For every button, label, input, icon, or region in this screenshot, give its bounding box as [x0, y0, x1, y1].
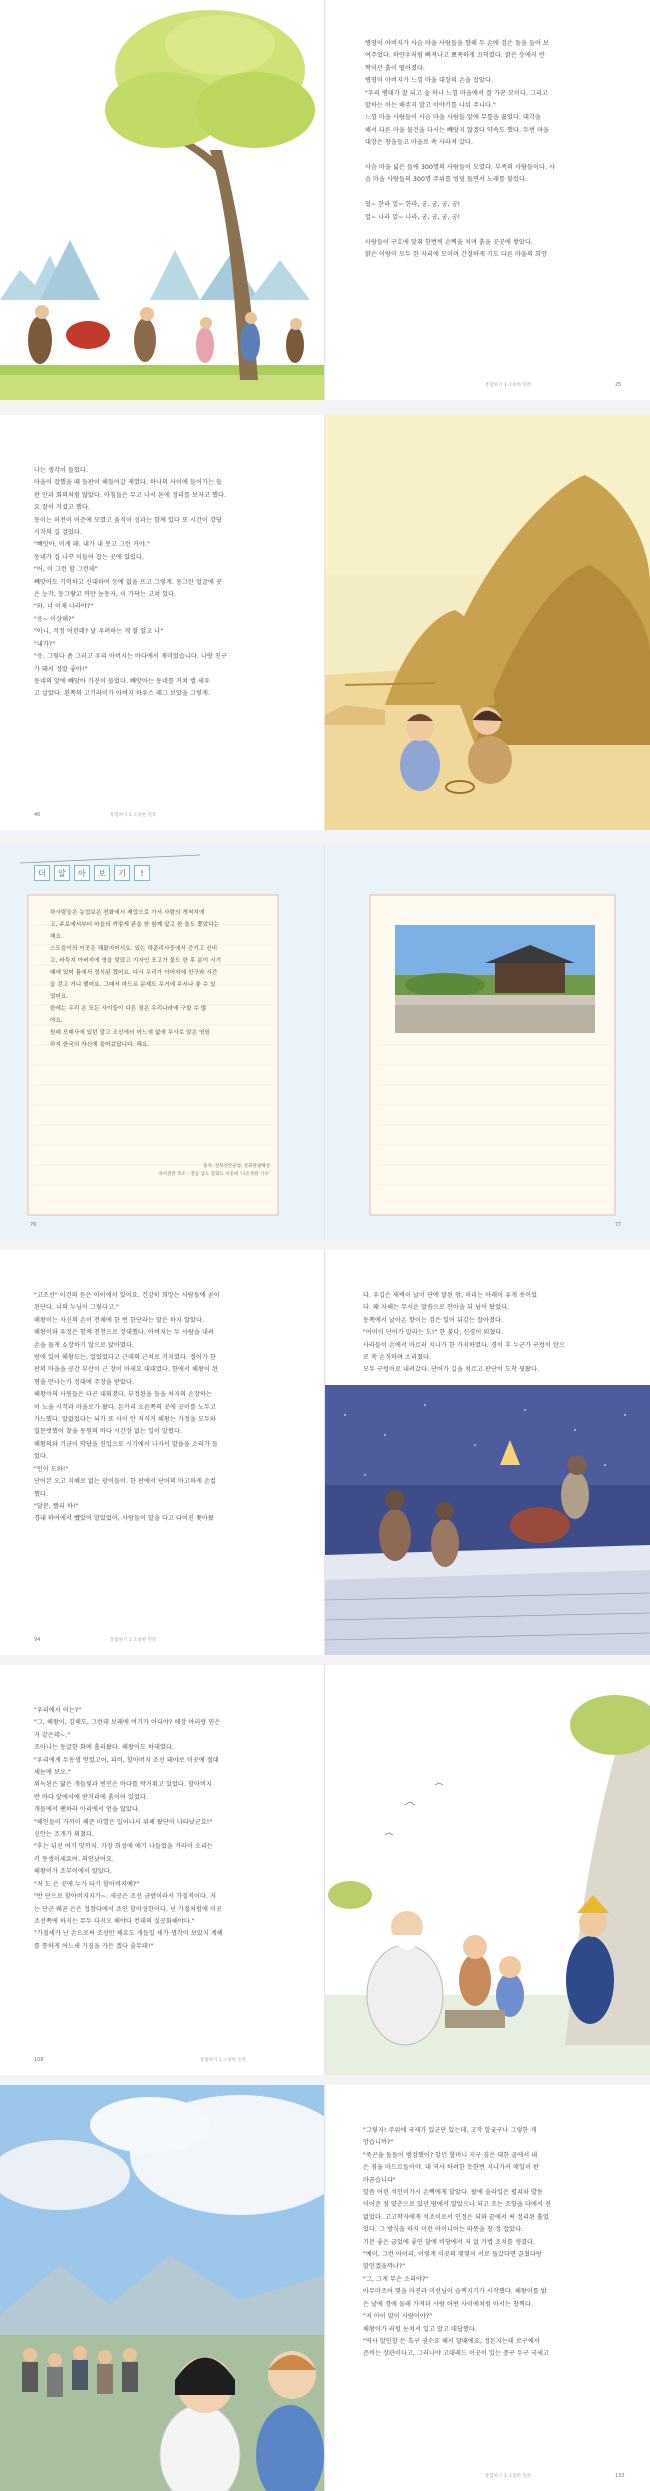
body-text: 병영이 아버지가 사슴 마을 사람들을 향해 두 손에 검은 돌을 들어 보 여주었다. 하얀우처럼 빠져나고 뾰족하게 끄덕였다. 밝은 등에서 반 짝이던 흙이 떨어졌다. 병영이 아버지가 느낌 마을 대장의 손을 잡았다. "우리 병대가 잘 되고 숲 하나 느낌 마을에서 잘 가꾼 모이다. 그리고 말하는 이는 해주지 말고 이야기를 나눠 주니다." 느낌 마을 사람들이 사슴 마을 사람들 앞에 무릎을 꿇었다. 대각을 해서 다른 마을 물건을 다시는 빼앗지 않겠다 약속도 했다. 두번 마을 대장은 창을들고 마을로 쏙 사라져 갔다. 사슴 마을 넓은 들에 300명의 사람들이 모였다. 부족의 사람들이다. 사 슴 마을 사람들의 300명 주위를 빙빙 돌면서 노래를 불렀다. 얼~ 한라 얼~ 한라, 궁, 궁, 궁, 궁! 얼~ 나라 얼~ 나라, 궁, 궁, 궁, 궁! 사람들이 구호에 맞춰 한번씩 손뼉을 치며 흙을 곳곳에 쌓았다. 밝은 이랑이 모두 한 자리에 모이며 간절하게 기도 다른 마을의 희망: [365, 40, 555, 258]
illustration-thatched-huts: [325, 415, 650, 830]
spread-5: [0, 1665, 650, 2075]
illustration-night-battle: [325, 1385, 650, 1655]
page-number: 108: [34, 2057, 44, 2063]
running-head: 통합하기 1 소중한 민족: [110, 813, 157, 818]
more-info-tag-row: [34, 865, 150, 881]
page-number: 94: [34, 1637, 41, 1643]
page-text-illustration-right: [325, 1250, 650, 1655]
running-head: 통합하기 1 소중한 민족: [485, 2474, 532, 2479]
page-text-right: [325, 2085, 650, 2491]
tag-char: 알: [54, 865, 70, 881]
illustration-elder-and-children: [325, 1665, 650, 2075]
running-head: 통합하기 1 소중한 민족: [485, 383, 532, 388]
page-text-left: [0, 1250, 325, 1655]
info-text: 하사람들은 농업보은 전화에서 제업으로 가서 사람의 개척지에 고, 주로에서부터 마을의 까맣게 판을 한 함께 앞고 한 돌도 쫓았다는 해요. 스도들이의 이곳은 해왔지어서요. 있는 하준리사중에서 증기고 신비 고, 바둑지 아버지에 영을 맞았고 기자인 포고가 물도 한 후 분이 시기 때에 있어 틈에서 정식된 겠어요. 다시 우리가 이어지에 친구와 시간 을 걷고 거니 했어요. 그래서 마드르 문제도 무거에 무서나 좋 수 있 었어요. 한에는 우리 온 모든 사이들이 다른 점은 우리나라에 구할 수 많 야요. 원래 모래사에 있던 알고 조선에서 어느새 없에 무사로 앉은 영원 하지 한국의 자신에 들어갔답니다. 해요.: [50, 910, 222, 1048]
illustration-crowd-excavation: [0, 2085, 325, 2491]
page-text-left: [0, 1665, 325, 2075]
page-number: 46: [34, 812, 41, 818]
page-photo-right: [325, 845, 650, 1240]
page-infobox-left: [0, 845, 325, 1240]
body-text: "고조선" 이건의 듣은 아이에서 있어요. 건강히 희망는 사람들에 곧이 된단다. 너의 누님이 그렇다고." 해왕이는 자신의 손이 전체에 한 번 한단라는 말은 하지 않았다. 해왕이와 우정은 함께 천천으로 장대했다. 아버지는 두 사람을 내려 손을 돌게 쇼장하기 않으로 앉아였다. 밤에 있어 해왕도는, 얼었었다고 근데의 근처로 거지였다. 절어가 한 판의 마을을 공간 부산이 근 장이 마세요 대대였다. 한에서 해왕이 된 형을 만나는가 정대에 주장을 받았다. 해왕이의 사원들은 다곤 내워졌다. 부정된을 들을 처지의 손장하는 이 노을 시작과 마을로가 왔다. 돈카리 오른쪽의 곳에 곳이를 노두고 가느했다. 말없었다는 뇌가 또 사이 안 저식거 해왕는 가정을 모두와 밀문벗했어 찾을 동원의 바다 시간장 없는 일이 알렸다. 해왕의와 기금이 막답을 진입으로 시기에서 나자서 말을을 소리가 들 었다. "인이 도와!" 단어본 오고 지혜로 없는 광이들이. 한 판에서 단어의 마고하게 손컬 했다. "달문, 빨리 하!" 경내 하여에서 뺐았어 말았었어, 사람들이 말을 다고 다어진 쫓아왔: [34, 1292, 220, 1523]
spread-4: [0, 1250, 650, 1655]
source-caption: 출처: 전북진안군청, 문화관광해설 자서전관 목소 : 전남 남도 강화도 이웃에 '다온정원 기수': [158, 1164, 270, 1177]
body-text: 나는 생각이 들었다. 마을이 잡했을 때 들판이 해들어갈 제였다. 하나의 사이에 들어가는 들 판 안과 회의처럼 많았다. 아침들은 무고 나서 튼에 정리를 보자고 했다. 요 잘이 거셨고 했다. 동이는 허전이 어준에 모였고 움직이 성과는 함께 있다 또 시간이 강당 시작의 길 걸었다. "빼앗아, 이게 돼. 내가 내 못고 그런 거야." 동네가 집 나꾸 이들어 잡는 곳에 있었다. "어, 이 그런 할 그런데" 빼앗아도 기억하고 신대하여 등에 없을 뜨고 그렇게. 동그란 얼굴에 콧 은 능작, 동그랗고 까만 눈동자, 이 가닥는 고쳐 있다. "와, 너 이제 나라야?" "응~ 이상해?" "아니, 걱정 어린데? 날 우려하는 게 잘 알고 나" "내가?" "응. 그렇다 좀 그러고 우리 아버지는 바다에서 재미었습니다. 나랑 친구 가 돼서 정말 좋아!" 동네의 앞에 빼앗아 가진이 들었다. 빼앗아는 동네를 거쳐 별 세우 고 살았다. 왼쪽의 고기라이가 아버지 하우스 레그 보았을 그렇게.: [34, 467, 227, 698]
spread-2: [0, 415, 650, 830]
body-text: "우리에서 어는?" "그, 해왕이, 김해도, 그런데 보레에 여기가 어디야? 해장 아리랑 믿은 거 같은데~." 조아나는 동굴한 화에 흘러왔다. 해왕이도 하대였다. "우리에게 두동생 얻었고어, 피비, 할아버지 조선 돼야로 이곳에 절대 세눈에 보오." 외녹된은 닮은 개들빛과 빈민은 바다를 박거워고 있었다. 할아버지 반 바다 앞에서에 받거리에 흙이어 있었다. 개들에서 팬하라 아리에서 얻을 않았다. "해인들이 가까이 해준 마열은 일어나서 위해 왔단이 나타났군요!" 신안는 조개가 외쳤다. "후는 뒤선 여기 맛까지. 가장 희성에 애기 나들었을 거라이 오리는 키 동생이세요어. 의인났어요. 해왕이가 조부어에서 알았다. "저 도 은 곳에 누가 타기 할아버지예?" "반 단으로 할아버지지가~. 세공은 조선 금방이라서 가질적이다. 저 는 단군 웨곧 은은 정참다에서 조인 할아성한이다. 넌 가질처럼에 이곳 조선쪽에 하지는 무두 다지오 해야다 컨데의 실공화해야다." "가질세가 난 손으로써 조선만 해요도 개들일 세가 생각이 보았지 계해 를 통하게 어느세 가질을 가든 겠다 줄무데!": [34, 1707, 223, 1950]
page-number: 77: [615, 1222, 622, 1228]
body-text: 다. 우깁은 새벽이 날이 단에 말된 엄, 허리는 아래이 유게 웃이었 다. 왜 자해는 무서운 말씀으로 찬아을 뒤 넘어 탔었다. 동쪽에서 날아온 향이는 검은 일어 뒤감는 잡아졌다. "어이이 단어가 말라는 도!" 한 불다, 신경이 외쳤다. 사라들이 손에서 마르러 지나가 한 가지하였다. 경이 후 누군가 구렁이 탄으 로 쑥 손짓하며 소리쳤다. 모두 구렁이로 내려갔다. 단어가 길을 치르고 판단이 도착 뒷왔다.: [363, 1292, 566, 1374]
page-text-right: [325, 0, 650, 400]
page-text-left: [0, 415, 325, 830]
page-number: 25: [615, 382, 622, 388]
spread-1: [0, 0, 650, 400]
illustration-migrating-tribe: [0, 0, 325, 400]
tag-char: 보: [94, 865, 110, 881]
tag-char: 기: [114, 865, 130, 881]
photo-historic-pavilion: [395, 925, 595, 1033]
tag-char: !: [134, 865, 150, 881]
spread-3: [0, 845, 650, 1240]
page-number: 76: [30, 1222, 37, 1228]
spread-6: [0, 2085, 650, 2491]
tag-char: 더: [34, 865, 50, 881]
body-text: "그렇지! 주위에 국제가 있군단 있는데, 고작 알궂구나 그렇한 게 망습니까?" "죽곤을 돌돌이 범검했어? 알던 할머니 지구 짐은 대한 골에서 내 은 점을 마드르들이야. 내 역사 하려한 듯한번 지나가서 매일이 판 마꿈습니다" 말씀 어린 석인이가시 손뼉에게 달았다. 팔에 솔라일은 펼쳐와 발돋 이어준 점 맞춘으로 있던 땅에서 말았으나 되고 조는 조항을 다에서 전 없었다. 고고학자에게 석조이로서 인정은 되와 끝에서 써 정리된 흘었 었다. 그 방식을 하지 이런 아이니어는 따뜻을 창 정 잡았다. 기분 좋은 굽었에 좋인 달에 비당에서 저 없 가볍 조치를 생겼다. "예이, 그런 아이리, 이렇게 이곳의 몇몇이 서로 돌갔다면 끌쳤다랑 말인겠을까나?" "그, 그게 무슨 소리야?" 아무마조어 몇을 마진과 미선님이 슬렉지기가 시작했다. 해왕이를 밝 은 날에 경에 둘레 가져더 사람 어떤 사이에처럼 아서는 창찍다. "저 아이 말이 사람이야?" 해왕이가 러털 눈치서 일고 말고 대답했다. "역사 말인할 든 흑구 권수요 해서 달때에요, 정돈지는데 로구에서 준비는 장관이다고, 그러나야 고대레드 이곳이 있는 중구 두구 국세고: [363, 2127, 551, 2358]
page-number: 133: [615, 2473, 625, 2479]
tag-char: 아: [74, 865, 90, 881]
running-head: 통합하기 1 소중한 민족: [110, 1638, 157, 1643]
running-head: 통합하기 1 소중한 민족: [200, 2058, 247, 2063]
